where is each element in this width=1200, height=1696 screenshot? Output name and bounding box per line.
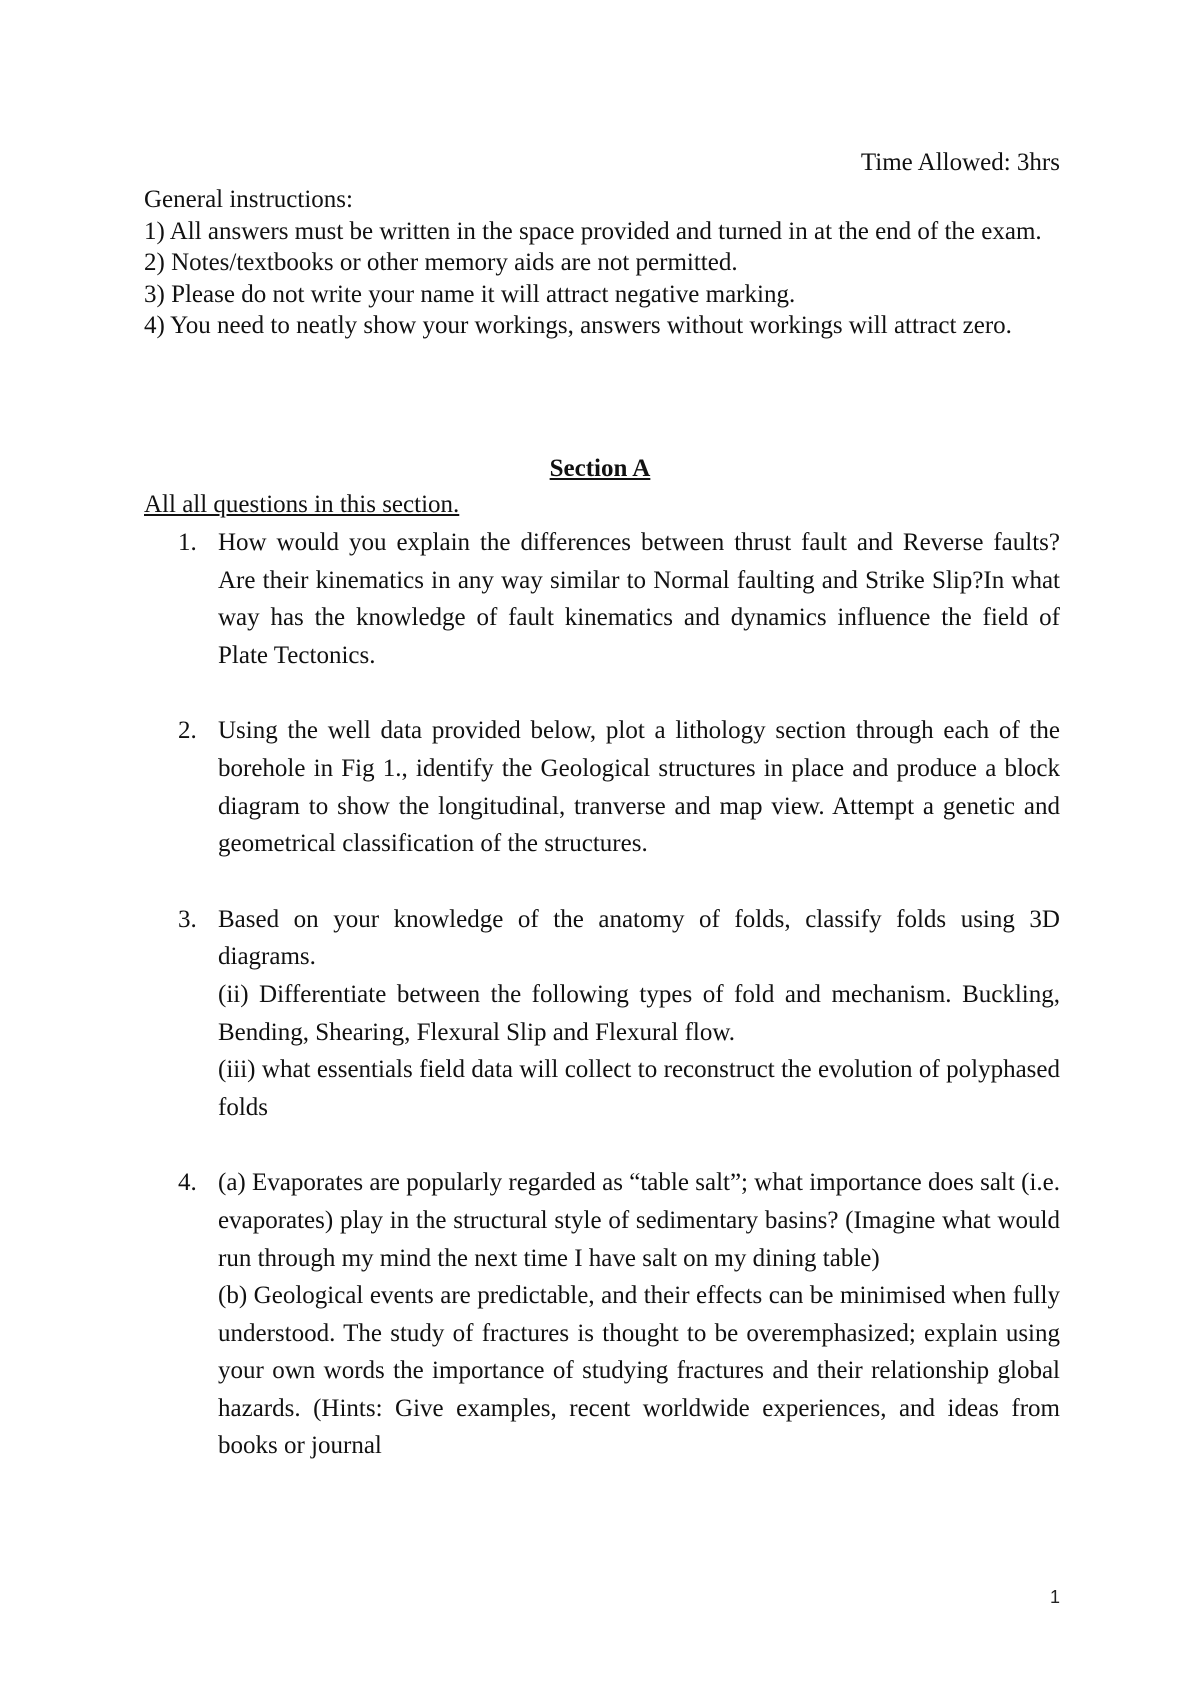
question-text: Based on your knowledge of the anatomy of folds, classify folds using 3D diagrams.	[218, 905, 1060, 971]
question-subpart: (a) Evaporates are popularly regarded as “table salt”; what importance does salt (i.e. evaporates) play in the structural style of sedimentary basins? (Imagine what would run through my mind the next time I have salt on my dining table)	[218, 1169, 1060, 1272]
question-3	[144, 901, 1060, 1127]
question-list	[144, 524, 1060, 1503]
section-note: All all questions in this section.	[144, 491, 460, 518]
question-text: Using the well data provided below, plot a lithology section through each of the borehole in Fig 1., identify the Geological structures in place and produce a block diagram to show the longitudinal, tranverse and map view. Attempt a genetic and geometrical classification of the structures.	[218, 717, 1060, 858]
instruction-item: 1) All answers must be written in the space provided and turned in at the end of the exam.	[144, 217, 1042, 245]
section-title: Section A	[549, 455, 651, 482]
question-text: How would you explain the differences between thrust fault and Reverse faults? Are their kinematics in any way similar to Normal faulting and Strike Slip?In what way has the knowledge of fault kinematics and dynamics influence the field of Plate Tectonics.	[218, 529, 1060, 669]
instruction-item: 3) Please do not write your name it will attract negative marking.	[144, 280, 796, 308]
instructions-title: General instructions:	[144, 186, 353, 213]
question-number: 2.	[178, 717, 197, 745]
page-number: 1	[1049, 1587, 1060, 1607]
question-1	[144, 524, 1060, 674]
question-number: 4.	[178, 1169, 197, 1197]
instruction-item: 4) You need to neatly show your workings, answers without workings will attract zero.	[144, 312, 1012, 339]
question-4	[144, 1164, 1060, 1465]
time-allowed: Time Allowed: 3hrs	[860, 149, 1060, 176]
general-instructions	[144, 184, 1060, 342]
question-number: 1.	[178, 529, 197, 556]
question-subpart: (ii) Differentiate between the following types of fold and mechanism. Buckling, Bending, Shearing, Flexural Slip and Flexural flow.	[218, 980, 1060, 1046]
question-2	[144, 712, 1060, 862]
question-number: 3.	[178, 905, 197, 933]
question-subpart: (b) Geological events are predictable, and their effects can be minimised when fully understood. The study of fractures is thought to be overemphasized; explain using your own words the importance of studying fractures and their relationship global hazards. (Hints: Give examples, recent worldwide experiences, and ideas from books or journal	[218, 1282, 1060, 1460]
instruction-item: 2) Notes/textbooks or other memory aids are not permitted.	[144, 249, 738, 276]
question-subpart: (iii) what essentials field data will collect to reconstruct the evolution of polyphased folds	[218, 1056, 1060, 1121]
